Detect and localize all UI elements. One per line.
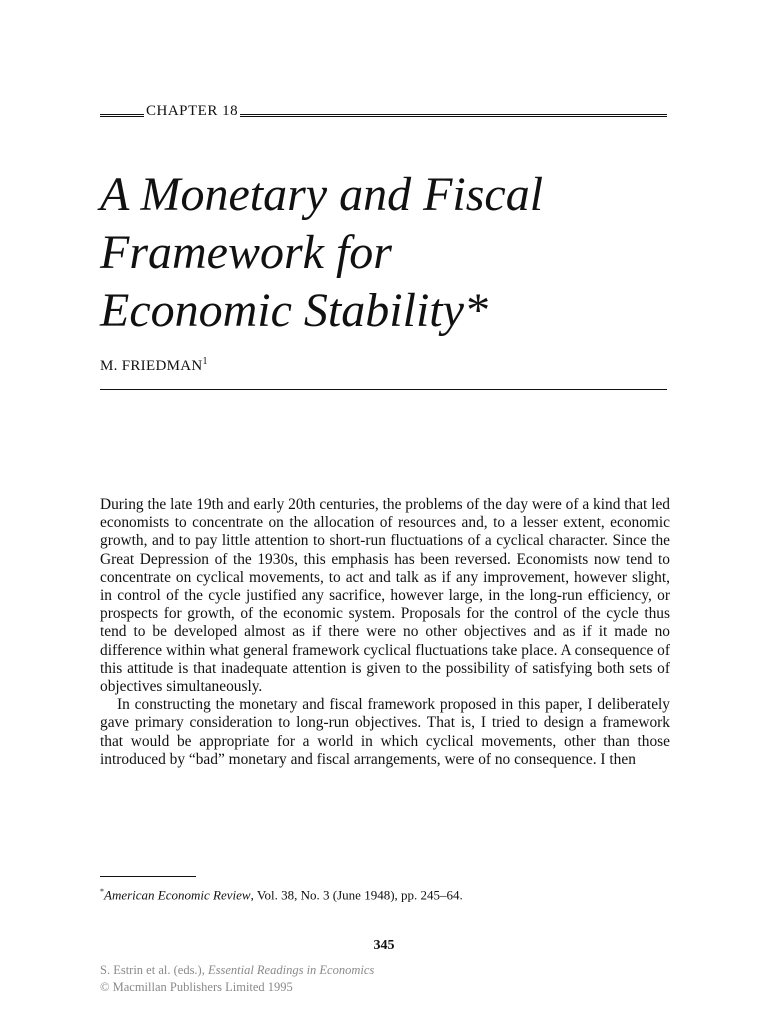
author-byline	[100, 356, 208, 375]
article-title	[100, 166, 680, 340]
copyright-book-title: Essential Readings in Economics	[207, 963, 375, 977]
chapter-rule-left	[100, 114, 144, 117]
footnote-divider	[100, 876, 196, 877]
page-number: 345	[373, 938, 395, 953]
title-line-1: A Monetary and Fiscal	[100, 168, 544, 221]
chapter-label: CHAPTER 18	[146, 103, 239, 119]
chapter-heading	[100, 98, 667, 120]
footnote-journal: American Economic Review	[104, 887, 251, 903]
footnote-mark: *	[100, 887, 104, 896]
copyright-line-2: © Macmillan Publishers Limited 1995	[100, 980, 293, 994]
copyright-line-1	[100, 962, 374, 979]
copyright-editors: S. Estrin et al. (eds.),	[100, 963, 208, 977]
author-note-mark: 1	[202, 356, 208, 367]
body-paragraph-1: During the late 19th and early 20th centuries, the problems of the day were of a kind that led economists to concentrate on the allocation of resources and, to a lesser extent, economic growth, and to pay little attention to short-run fluctuations of a cyclical character. Since the Great Depression of the 1930s, this emphasis has been reversed. Economists now tend to concentrate on cyclical movements, to act and talk as if any improvement, however slight, in control of the cycle justified any sacrifice, however large, in the long-run efficiency, or prospects for growth, of the economic system. Proposals for the control of the cycle thus tend to be developed almost as if there were no other objectives and as if it made no difference within what general framework cyclical fluctuations take place. A consequence of this attitude is that inadequate attention is given to the possibility of satisfying both sets of objectives simultaneously.	[100, 496, 670, 696]
body-paragraph-2: In constructing the monetary and fiscal framework proposed in this paper, I deliberately gave primary consideration to long-run objectives. That is, I tried to design a framework that would be appropriate for a world in which cyclical movements, other than those introduced by “bad” monetary and fiscal arrangements, were of no consequence. I then	[100, 696, 670, 768]
title-line-3: Economic Stability*	[100, 284, 488, 337]
copyright-notice	[100, 962, 374, 996]
article-body	[100, 496, 670, 769]
chapter-rule-right	[240, 114, 667, 117]
footnote	[100, 884, 463, 903]
author-name: M. FRIEDMAN	[100, 358, 203, 374]
title-line-2: Framework for	[100, 226, 392, 279]
author-divider	[100, 389, 667, 390]
footnote-details: , Vol. 38, No. 3 (June 1948), pp. 245–64.	[250, 887, 463, 903]
